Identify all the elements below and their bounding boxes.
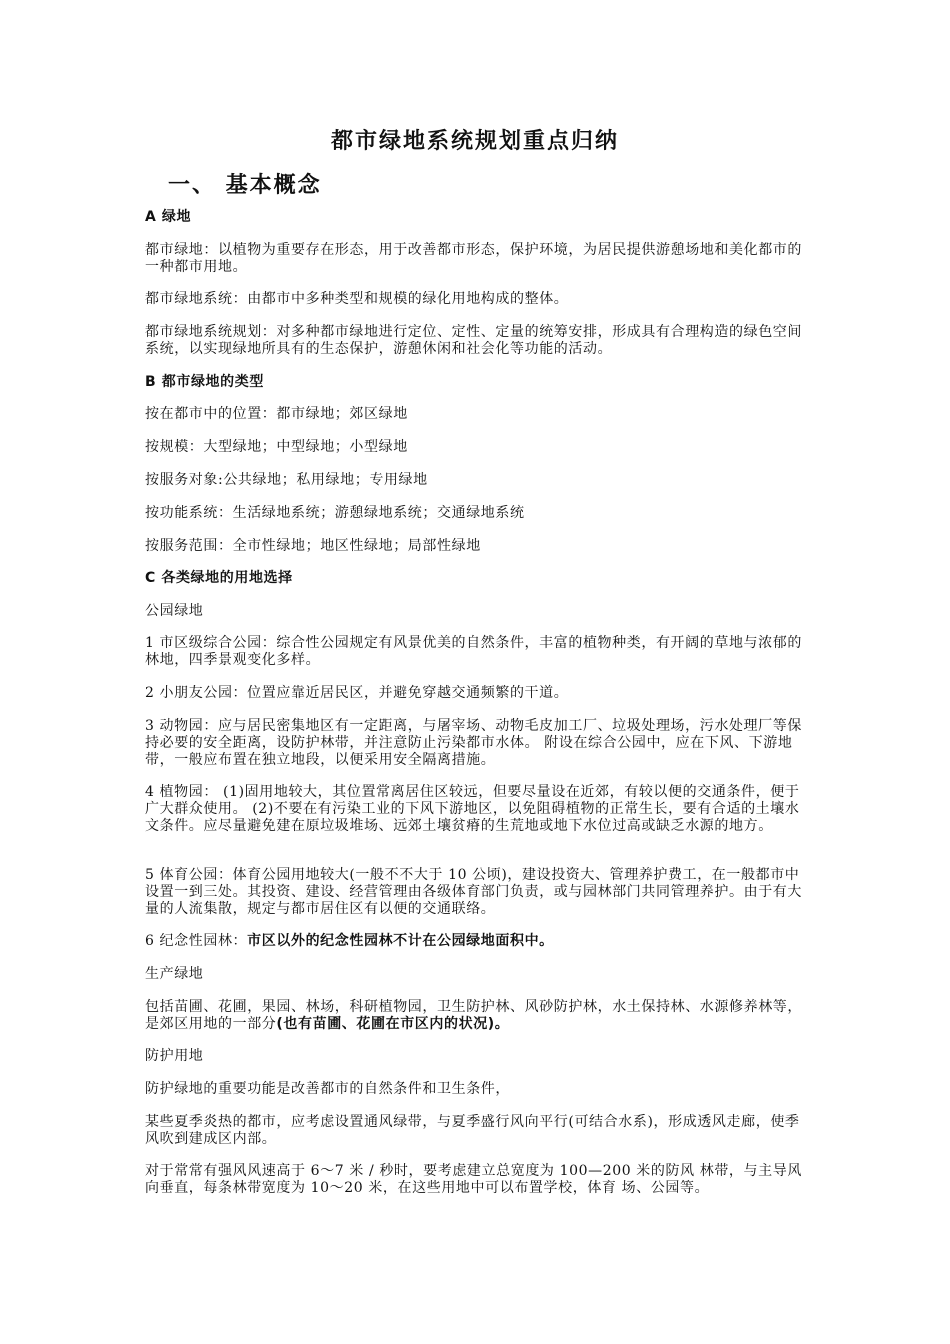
para-c1: 1 市区级综合公园：综合性公园规定有风景优美的自然条件，丰富的植物种类，有开阔的草地与浓郁的林地，四季景观变化多样。 xyxy=(145,635,802,668)
para-b1: 按在都市中的位置：都市绿地；郊区绿地 xyxy=(145,406,408,422)
para-c8: 防护绿地的重要功能是改善都市的自然条件和卫生条件， xyxy=(145,1081,510,1097)
subheading-a: A 绿地 xyxy=(145,209,192,225)
para-c7-bold: (也有苗圃、花圃在市区内的状况)。 xyxy=(276,1016,510,1032)
para-b4: 按功能系统：生活绿地系统；游憩绿地系统；交通绿地系统 xyxy=(145,505,525,521)
label-protection: 防护用地 xyxy=(145,1048,204,1064)
para-c3: 3 动物园：应与居民密集地区有一定距离，与屠宰场、动物毛皮加工厂、垃圾处理场，污水处理厂等保持必要的安全距离，设防护林带，并注意防止污染都市水体。 附设在综合公园中，应在下风、下游地带，一般应布置在独立地段，以便采用安全隔离措施。 xyxy=(145,718,802,768)
para-c9: 某些夏季炎热的都市，应考虑设置通风绿带，与夏季盛行风向平行(可结合水系)，形成透风走廊，使季风吹到建成区内部。 xyxy=(145,1114,800,1147)
para-c7 xyxy=(145,999,805,1033)
para-c6-prefix: 6 纪念性园林： xyxy=(145,933,248,949)
para-c5: 5 体育公园：体育公园用地较大(一般不不大于 10 公顷)，建设投资大、管理养护费工，在一般都市中设置一到三处。其投资、建设、经营管理由各级体育部门负责，或与园林部门共同管理养护。由于有大量的人流集散，规定与都市居住区有以便的交通联络。 xyxy=(145,867,802,917)
para-a3: 都市绿地系统规划：对多种都市绿地进行定位、定性、定量的统筹安排，形成具有合理构造的绿色空间系统，以实现绿地所具有的生态保护，游憩休闲和社会化等功能的活动。 xyxy=(145,324,802,357)
para-c10: 对于常常有强风风速高于 6～7 米 / 秒时，要考虑建立总宽度为 100—200 米的防风 林带，与主导风向垂直，每条林带宽度为 10～20 米，在这些用地中可以布置学校，体育 场、公园等。 xyxy=(145,1163,802,1196)
document-title: 都市绿地系统规划重点归纳 xyxy=(330,129,619,154)
para-c2: 2 小朋友公园：位置应靠近居民区，并避免穿越交通频繁的干道。 xyxy=(145,685,569,701)
subheading-c: C 各类绿地的用地选择 xyxy=(145,570,293,586)
label-production: 生产绿地 xyxy=(145,966,204,982)
para-b3: 按服务对象:公共绿地；私用绿地；专用绿地 xyxy=(145,472,428,488)
para-b2: 按规模：大型绿地；中型绿地；小型绿地 xyxy=(145,439,408,455)
para-a2: 都市绿地系统：由都市中多种类型和规模的绿化用地构成的整体。 xyxy=(145,291,569,307)
para-c4: 4 植物园： (1)固用地较大，其位置常离居住区较远，但要尽量设在近郊，有较以便的交通条件，便于广大群众使用。 (2)不要在有污染工业的下风下游地区，以免阻碍植物的正常生长，要有合适的土壤水文条件。应尽量避免建在原垃圾堆场、远郊土壤贫瘠的生荒地或地下水位过高或缺乏水源的地方。 xyxy=(145,784,800,834)
para-b5: 按服务范围：全市性绿地；地区性绿地；局部性绿地 xyxy=(145,538,481,554)
section-heading-1: 一、 基本概念 xyxy=(168,173,322,198)
para-c7-prefix: 包括苗圃、花圃，果园、林场，科研植物园，卫生防护林、风砂防护林，水土保持林、水源修养林等，是郊区用地的一部分 xyxy=(145,999,802,1032)
para-a1: 都市绿地：以植物为重要存在形态，用于改善都市形态，保护环境，为居民提供游憩场地和美化都市的一种都市用地。 xyxy=(145,242,802,275)
label-park: 公园绿地 xyxy=(145,603,204,619)
subheading-b: B 都市绿地的类型 xyxy=(145,374,264,390)
para-c6 xyxy=(145,933,805,950)
para-c6-bold: 市区以外的纪念性园林不计在公园绿地面积中。 xyxy=(247,933,554,949)
